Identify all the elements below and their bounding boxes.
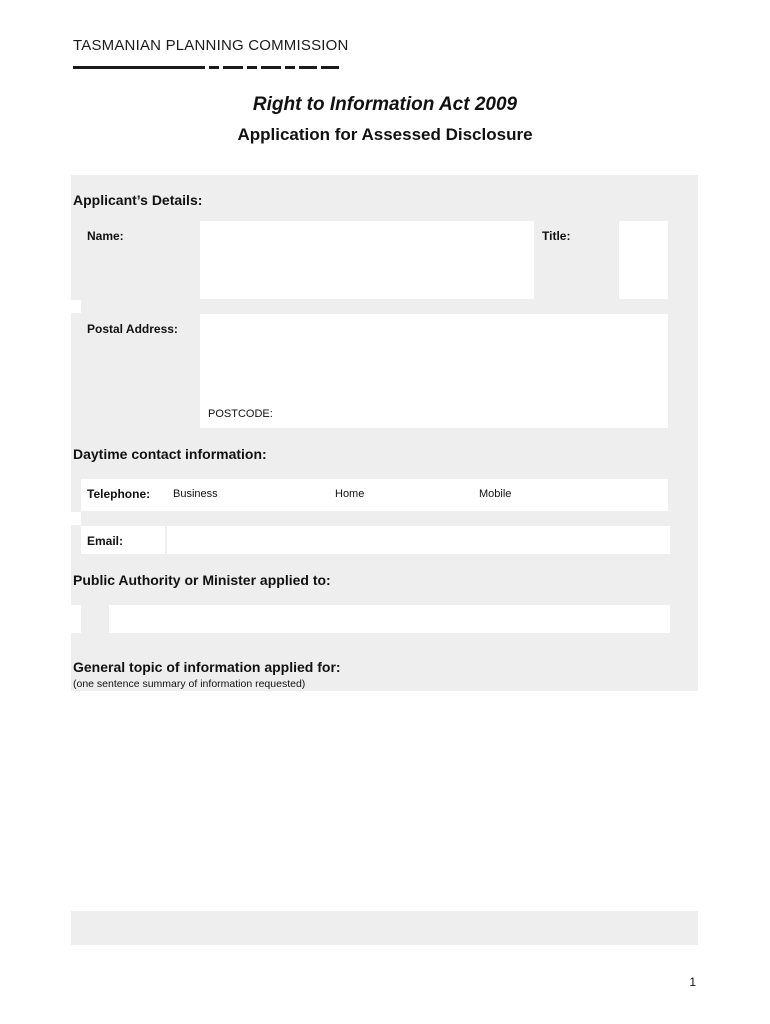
email-field[interactable] (167, 526, 670, 554)
name-field[interactable] (200, 221, 534, 299)
applicant-details-heading: Applicant’s Details: (73, 192, 203, 208)
section-separator (71, 300, 81, 313)
form-title: Right to Information Act 2009 (252, 94, 518, 115)
authority-heading: Public Authority or Minister applied to: (73, 572, 331, 588)
telephone-label: Telephone: (87, 487, 151, 501)
business-label: Business (173, 488, 218, 500)
title-field[interactable] (619, 221, 668, 299)
topic-heading: General topic of information applied for: (73, 659, 341, 675)
header-rule (73, 66, 339, 69)
mobile-label: Mobile (479, 488, 512, 500)
topic-field[interactable] (71, 691, 698, 911)
title-label: Title: (542, 229, 571, 243)
section-separator (71, 605, 81, 633)
topic-note: (one sentence summary of information requested) (73, 678, 306, 690)
contact-heading: Daytime contact information: (73, 446, 267, 462)
form-footer-band (71, 911, 698, 945)
organisation-name: TASMANIAN PLANNING COMMISSION (73, 37, 349, 54)
email-label: Email: (87, 534, 124, 548)
home-label: Home (335, 488, 365, 500)
form-subtitle: Application for Assessed Disclosure (237, 125, 533, 144)
section-separator (71, 512, 81, 525)
postcode-label: POSTCODE: (208, 408, 273, 420)
authority-field[interactable] (109, 605, 670, 633)
postal-address-label: Postal Address: (87, 322, 178, 336)
name-label: Name: (87, 229, 124, 243)
page-number: 1 (689, 975, 696, 989)
